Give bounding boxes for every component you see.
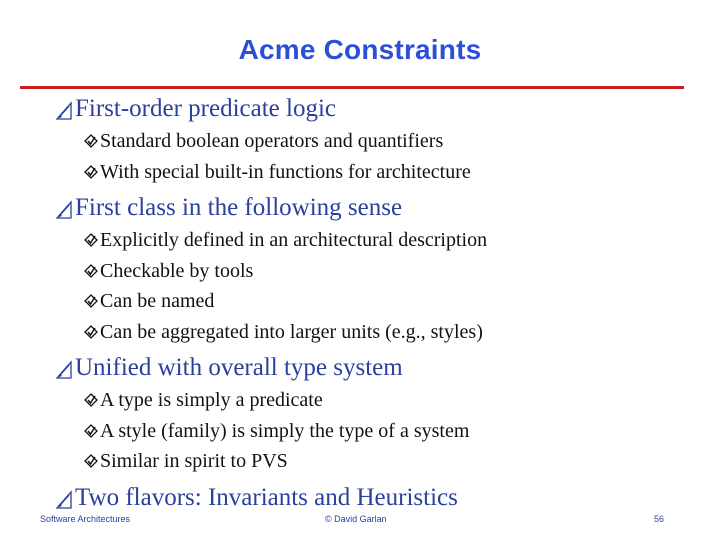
sub-bullet-text: A type is simply a predicate	[100, 389, 323, 411]
sub-bullet-text: With special built-in functions for architecture	[100, 160, 471, 183]
triangle-pen-icon	[55, 484, 73, 510]
sub-bullet-text: Checkable by tools	[100, 259, 254, 282]
diamond-check-icon	[84, 134, 98, 148]
sub-bullet-item	[84, 286, 695, 317]
bullet-item	[55, 351, 695, 385]
diamond-check-icon	[84, 264, 98, 278]
bullet-group-2	[55, 191, 695, 347]
sub-bullet-item	[84, 317, 695, 348]
sub-bullet-item	[84, 256, 695, 287]
diamond-check-icon	[84, 325, 98, 339]
diamond-check-icon	[84, 294, 98, 308]
sub-bullet-text: Explicitly defined in an architectural description	[100, 229, 488, 251]
bullet-group-3	[55, 351, 695, 477]
footer-course-name: Software Architectures	[40, 514, 131, 524]
bullet-text: Unified with overall type system	[75, 354, 403, 381]
sub-bullet-text: Similar in spirit to PVS	[100, 450, 288, 472]
triangle-pen-icon	[55, 95, 73, 121]
sub-bullet-item	[84, 446, 695, 477]
triangle-pen-icon	[55, 194, 73, 220]
slide-body	[55, 92, 695, 519]
sub-bullet-text: Can be aggregated into larger units (e.g., styles)	[100, 320, 483, 343]
bullet-text: First-order predicate logic	[75, 95, 337, 122]
bullet-item	[55, 191, 695, 225]
sub-bullet-item	[84, 225, 695, 256]
bullet-text: Two flavors: Invariants and Heuristics	[75, 483, 458, 511]
sub-bullet-item	[84, 416, 695, 447]
diamond-check-icon	[84, 393, 98, 407]
sub-bullet-item	[84, 385, 695, 416]
sub-bullet-text: Can be named	[100, 290, 215, 312]
diamond-check-icon	[84, 165, 98, 179]
bullet-text: First class in the following sense	[75, 194, 403, 221]
triangle-pen-icon	[55, 354, 73, 380]
sub-bullet-text: A style (family) is simply the type of a system	[100, 419, 470, 442]
bullet-item	[55, 481, 695, 515]
footer-page-number: 56	[653, 514, 664, 524]
bullet-item	[55, 92, 695, 126]
sub-bullet-item	[84, 126, 695, 157]
title-divider	[20, 86, 684, 89]
diamond-check-icon	[84, 454, 98, 468]
slide-title: Acme Constraints	[238, 34, 482, 65]
diamond-check-icon	[84, 424, 98, 438]
bullet-group-4	[55, 481, 695, 515]
diamond-check-icon	[84, 233, 98, 247]
sub-bullet-item	[84, 157, 695, 188]
sub-bullet-text: Standard boolean operators and quantifiers	[100, 130, 444, 152]
footer-copyright: © David Garlan	[325, 514, 387, 524]
bullet-group-1	[55, 92, 695, 187]
